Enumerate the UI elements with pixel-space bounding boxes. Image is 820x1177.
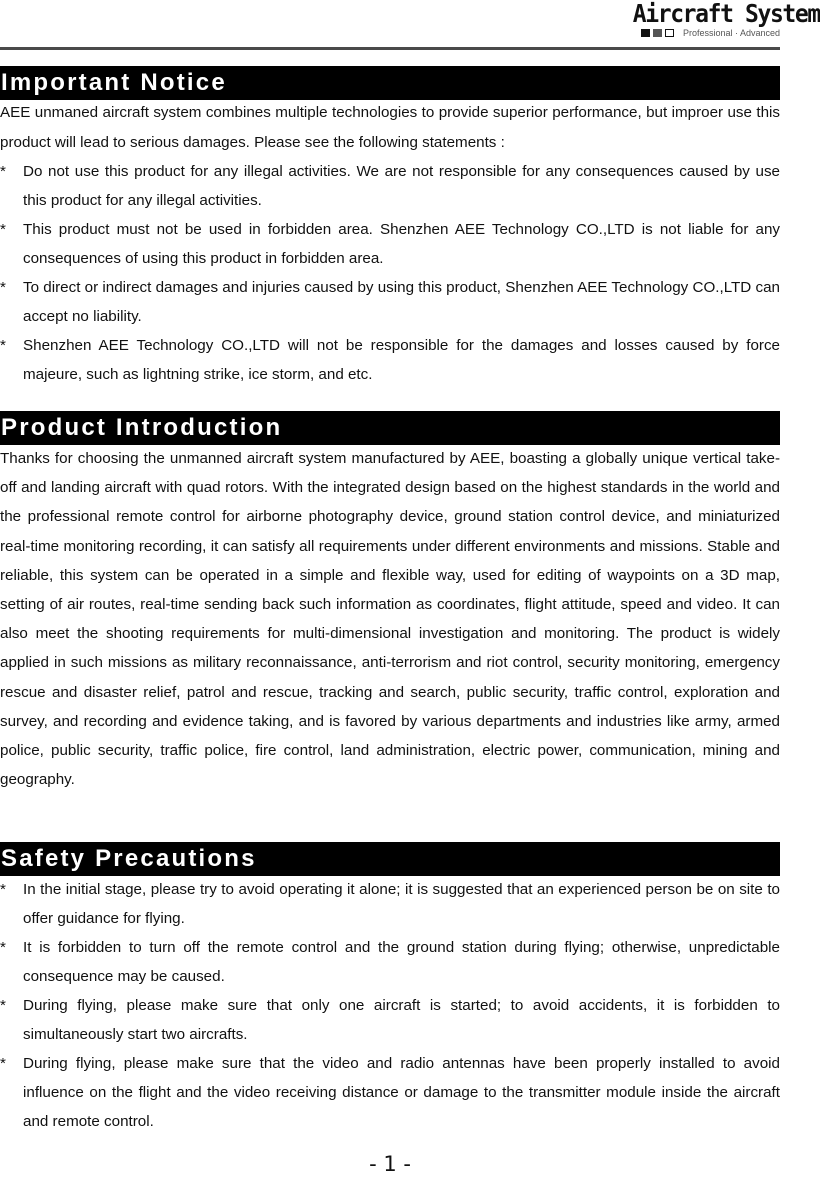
safety-precautions-list bbox=[0, 875, 780, 1136]
page-number: - 1 - bbox=[369, 1152, 411, 1176]
list-item: * To direct or indirect damages and injuries caused by using this product, Shenzhen AEE Technology CO.,LTD can accept no liability. bbox=[0, 279, 780, 325]
list-item: * Shenzhen AEE Technology CO.,LTD will not be responsible for the damages and losses caused by force majeure, such as lightning strike, ice storm, and etc. bbox=[0, 337, 780, 383]
brand-logo bbox=[620, 0, 820, 42]
important-notice-intro: AEE unmaned aircraft system combines multiple technologies to provide superior performance, but improer use this product will lead to serious damages. Please see the following statements : bbox=[0, 104, 780, 151]
logo-square-outline bbox=[665, 29, 674, 37]
safety-precautions-heading: Safety Precautions bbox=[0, 842, 780, 876]
product-introduction-body: Thanks for choosing the unmanned aircraft system manufactured by AEE, boasting a globally unique vertical take-off and landing aircraft with quad rotors. With the integrated design based on the highest standards in the world and the professional remote control for airborne photography device, ground station control device, and miniaturized real-time monitoring recording, it can satisfy all requirements under different environments and missions. Stable and reliable, this system can be operated in a simple and flexible way, used for editing of waypoints on a 3D map, setting of air routes, real-time sending back such information as coordinates, flight attitude, speed and video. It can also meet the shooting requirements for multi-dimensional investigation and monitoring. The product is widely applied in such missions as military reconnaissance, anti-terrorism and riot control, security monitoring, emergency rescue and disaster relief, patrol and rescue, tracking and search, public security, traffic control, exploration and survey, and recording and evidence taking, and is favored by various departments and industries like army, armed police, public security, traffic police, fire control, land administration, electric power, communication, mining and geography. bbox=[0, 450, 780, 789]
brand-title: Aircraft System bbox=[632, 0, 820, 28]
important-notice-list bbox=[0, 157, 780, 389]
list-item: * This product must not be used in forbidden area. Shenzhen AEE Technology CO.,LTD is not liable for any consequences of using this product in forbidden area. bbox=[0, 221, 780, 267]
list-item: * In the initial stage, please try to avoid operating it alone; it is suggested that an experienced person be on site to offer guidance for flying. bbox=[0, 881, 780, 927]
product-introduction-heading: Product Introduction bbox=[0, 411, 780, 445]
list-item: * Do not use this product for any illegal activities. We are not responsible for any consequences caused by use this product for any illegal activities. bbox=[0, 163, 780, 209]
logo-square-dark bbox=[641, 29, 650, 37]
list-item: * It is forbidden to turn off the remote control and the ground station during flying; otherwise, unpredictable consequence may be caused. bbox=[0, 939, 780, 985]
list-item: * During flying, please make sure that only one aircraft is started; to avoid accidents, it is forbidden to simultaneously start two aircrafts. bbox=[0, 997, 780, 1043]
brand-subline bbox=[641, 27, 780, 39]
header-divider bbox=[0, 47, 780, 50]
list-item: * During flying, please make sure that the video and radio antennas have been properly installed to avoid influence on the flight and the video receiving distance or damage to the transmitter module inside the aircraft and remote control. bbox=[0, 1055, 780, 1130]
important-notice-heading: Important Notice bbox=[0, 66, 780, 100]
logo-square-grey bbox=[653, 29, 662, 37]
brand-tagline: Professional · Advanced bbox=[682, 28, 780, 38]
